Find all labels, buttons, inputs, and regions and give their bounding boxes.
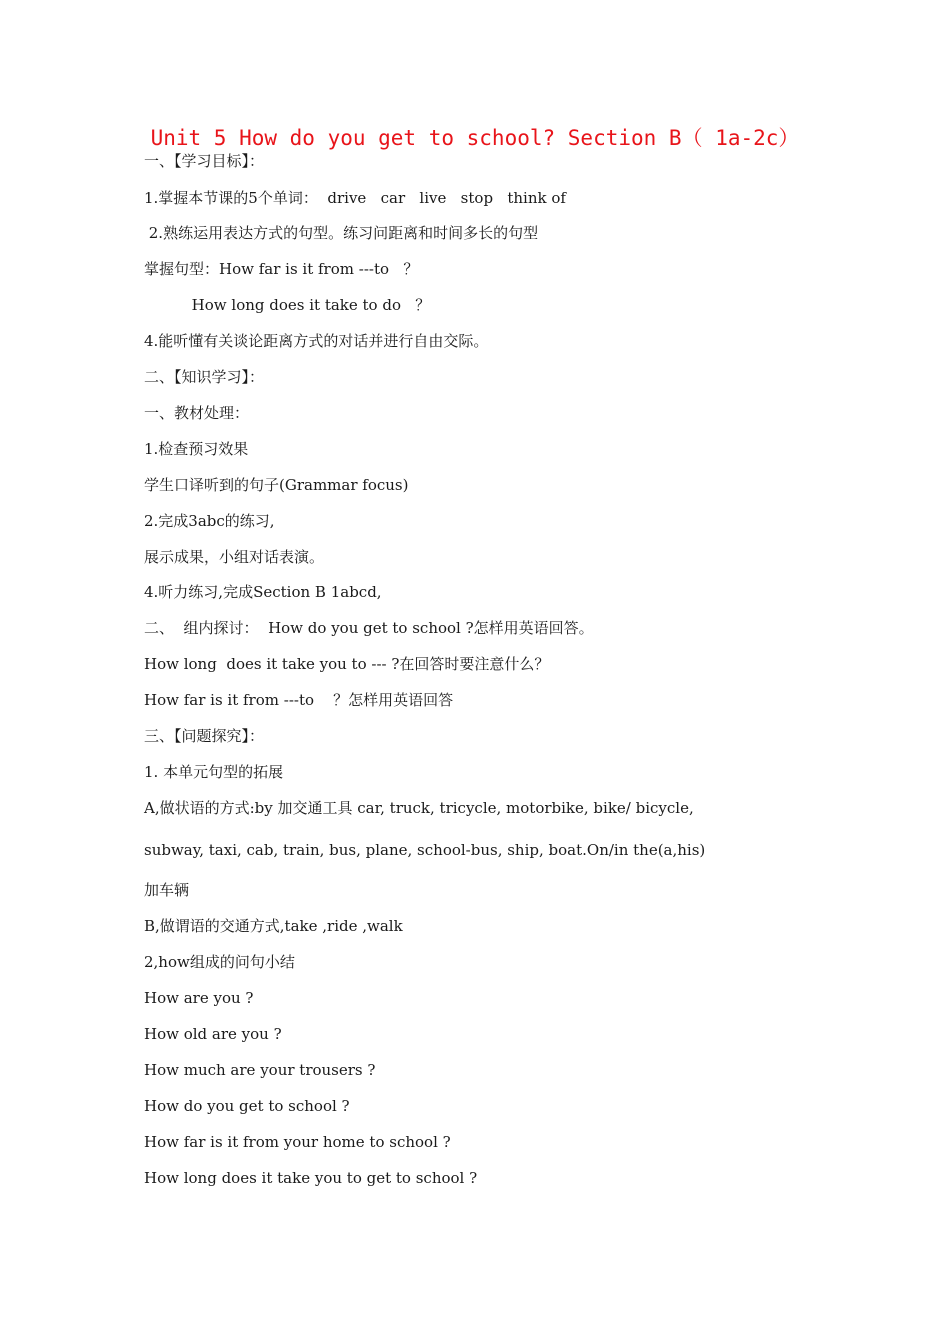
subheading-textbook: 一、教材处理：	[144, 404, 250, 422]
section-heading-inquiry: 三、【问题探究】：	[144, 727, 265, 745]
question-how-far: How far is it from your home to school ?	[144, 1133, 451, 1151]
how-question-summary: 2,how组成的问句小结	[144, 953, 295, 971]
question-how-get-to-school: How do you get to school ?	[144, 1097, 350, 1115]
step-1-detail: 学生口译听到的句子(Grammar focus)	[144, 476, 409, 494]
discussion-question-1: How long does it take you to --- ?在回答时要注意什么？	[144, 655, 550, 673]
section-heading-learning-goals: 一、【学习目标】：	[144, 152, 265, 170]
question-how-are-you: How are you ?	[144, 989, 254, 1007]
goal-item-2: 2.熟练运用表达方式的句型。练习问距离和时间多长的句型	[144, 224, 539, 242]
transport-adverbial-line-2: subway, taxi, cab, train, bus, plane, school-bus, ship, boat.On/in the(a,his)	[144, 841, 706, 859]
step-2: 2.完成3abc的练习,	[144, 512, 275, 530]
goal-item-4: 4.能听懂有关谈论距离方式的对话并进行自由交际。	[144, 332, 489, 350]
step-1: 1.检查预习效果	[144, 440, 249, 458]
question-how-much: How much are your trousers ?	[144, 1061, 376, 1079]
discussion-question-2: How far is it from ---to ？怎样用英语回答	[144, 691, 454, 709]
key-sentence-1: 掌握句型：How far is it from ---to ？	[144, 260, 419, 278]
goal-item-1: 1.掌握本节课的5个单词： drive car live stop think of	[144, 189, 566, 207]
inquiry-item-1: 1. 本单元句型的拓展	[144, 763, 284, 781]
transport-adverbial-line-1: A,做状语的方式:by 加交通工具 car, truck, tricycle, motorbike, bike/ bicycle,	[144, 799, 694, 817]
transport-predicate: B,做谓语的交通方式,take ,ride ,walk	[144, 917, 403, 935]
step-2-detail: 展示成果，小组对话表演。	[144, 548, 325, 566]
question-how-long: How long does it take you to get to school ?	[144, 1169, 478, 1187]
step-4: 4.听力练习,完成Section B 1abcd,	[144, 583, 382, 601]
transport-adverbial-line-3: 加车辆	[144, 881, 190, 899]
section-heading-knowledge: 二、【知识学习】：	[144, 368, 265, 386]
key-sentence-2: How long does it take to do ？	[144, 296, 431, 314]
document-title: Unit 5 How do you get to school? Section B（ 1a-2c）	[150, 126, 800, 150]
group-discussion-heading: 二、 组内探讨： How do you get to school ?怎样用英语回答。	[144, 619, 594, 637]
question-how-old: How old are you ?	[144, 1025, 282, 1043]
